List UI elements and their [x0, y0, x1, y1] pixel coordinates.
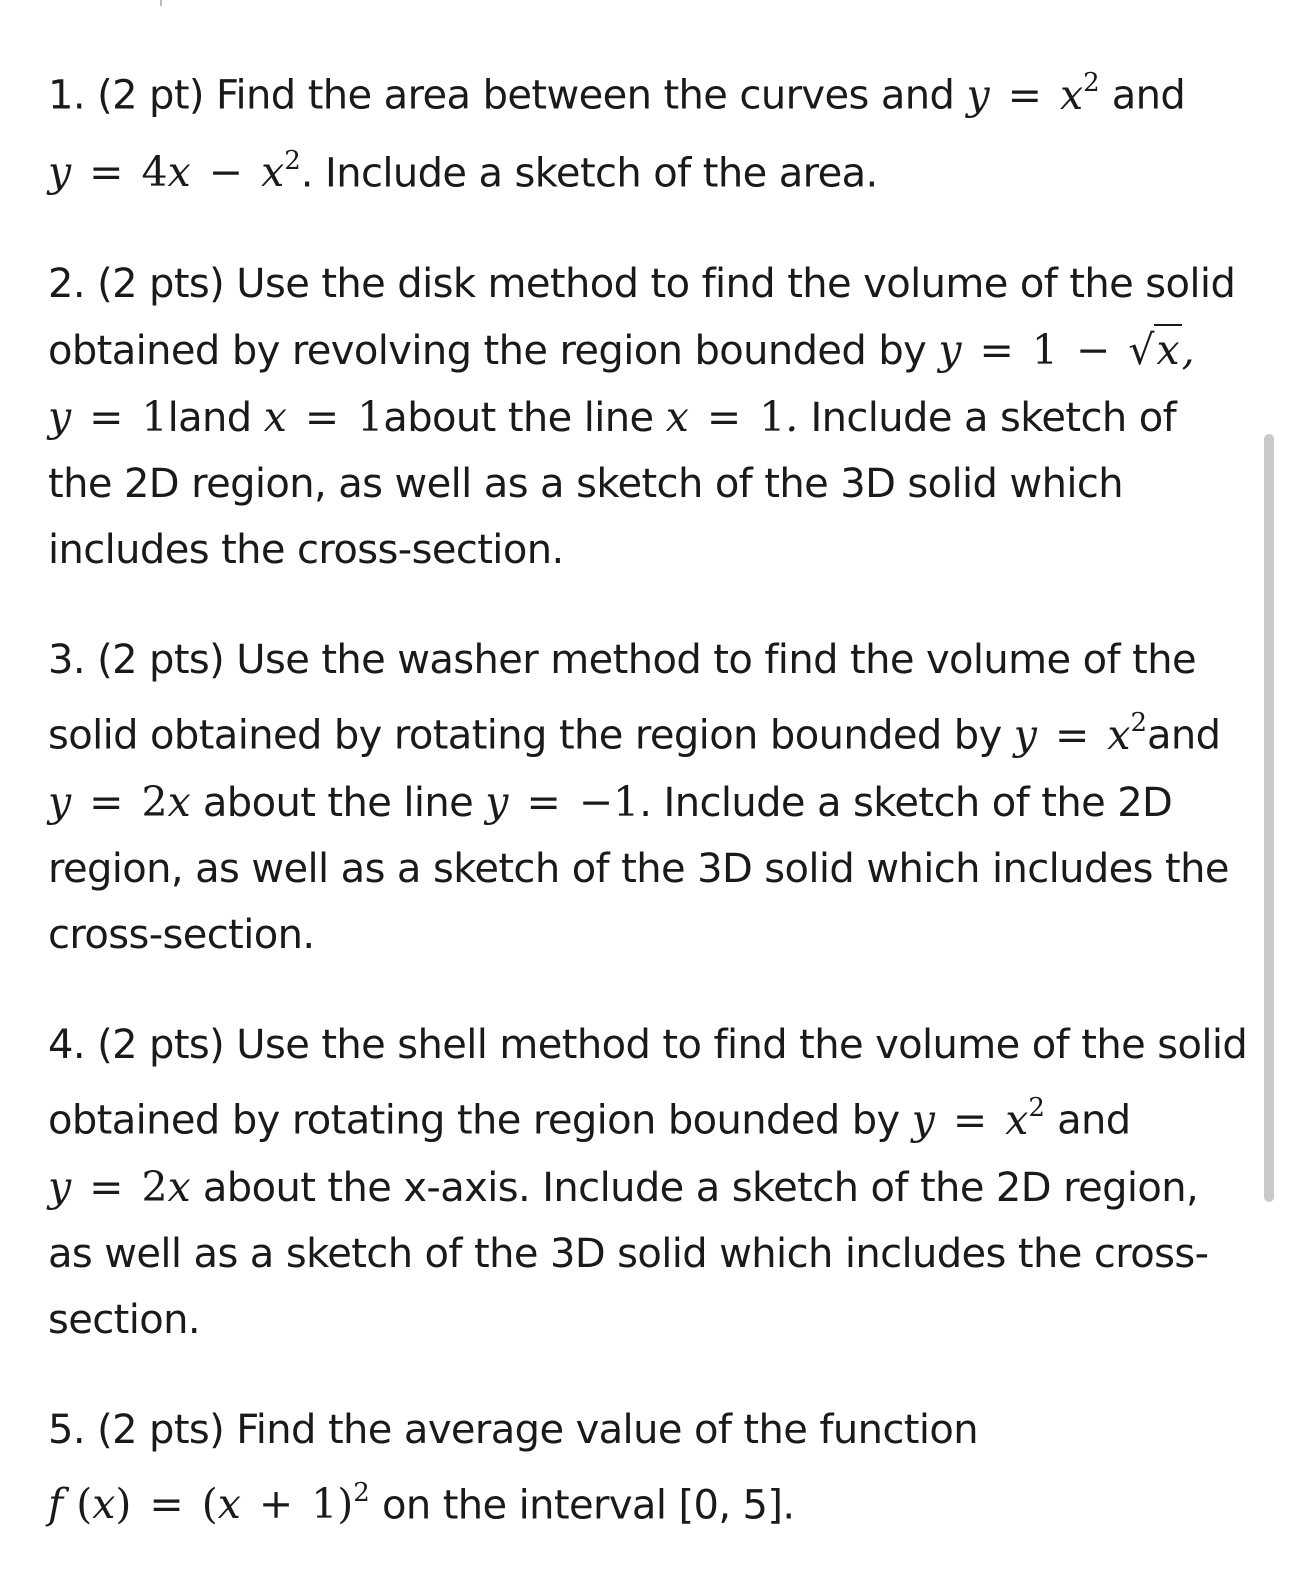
problem-2-axis: x = 1.	[665, 393, 799, 442]
problem-5-tail: on the interval [0, 5].	[381, 1482, 795, 1529]
problem-2	[48, 251, 1248, 583]
problem-3-axis: y = −1	[485, 777, 640, 826]
problem-1	[48, 52, 1248, 207]
scrollbar-thumb[interactable]	[1264, 434, 1274, 1202]
problem-1-tail: . Include a sketch of the area.	[300, 150, 878, 197]
problem-2-and: land	[167, 395, 252, 442]
problem-4-tail: about the x-axis. Include a sketch of the 2D region, as well as a sketch of the 3D solid which includes the cross-section.	[48, 1164, 1209, 1343]
problem-5	[48, 1397, 1248, 1539]
problem-1-curve-b: $y = 4x - x^2$	[48, 145, 301, 197]
problem-5-lead: 5. (2 pts) Find the average value of the function	[48, 1406, 978, 1453]
problem-1-lead: 1. (2 pt) Find the area between the curves and	[48, 72, 955, 119]
problem-3-lead: 3. (2 pts) Use the washer method to find the volume of the solid obtained by rotating the region bounded by	[48, 637, 1196, 759]
problem-2-line-x: x = 1	[263, 393, 384, 442]
problem-1-and: and	[1111, 72, 1186, 119]
problem-3-about: about the line	[202, 779, 474, 826]
problem-1-curve-a: $y = x^2$	[966, 68, 1100, 119]
problem-2-lead: 2. (2 pts) Use the disk method to find the volume of the solid obtained by revolving the region bounded by	[48, 261, 1236, 375]
problem-2-about: about the line	[383, 395, 654, 442]
problem-4-lead: 4. (2 pts) Use the shell method to find the volume of the solid obtained by rotating the region bounded by	[48, 1021, 1248, 1144]
problem-3-curve-b: y = 2x	[48, 777, 191, 826]
problem-5-function: f $(x) = (x + 1)^2$	[48, 1477, 370, 1529]
problem-3	[48, 627, 1248, 968]
problem-3-tail: . Include a sketch of the 2D region, as well as a sketch of the 3D solid which includes the cross-section.	[48, 779, 1229, 958]
problem-2-line-y: y = 1	[48, 393, 168, 442]
problem-3-curve-a: $y = x^2$	[1013, 708, 1147, 759]
problem-4-and: and	[1057, 1097, 1131, 1144]
problem-4-curve-a: $y = x^2$	[911, 1092, 1045, 1144]
problem-4	[48, 1012, 1248, 1353]
problem-3-and: and	[1147, 712, 1221, 759]
top-edge-mark	[160, 0, 162, 6]
problem-2-curve: y = 1 − √x,	[938, 326, 1195, 375]
problem-4-curve-b: y = 2x	[48, 1162, 191, 1211]
problem-2-tail: Include a sketch of the 2D region, as well as a sketch of the 3D solid which includes the cross-section.	[48, 395, 1177, 574]
problem-list	[48, 52, 1248, 1582]
